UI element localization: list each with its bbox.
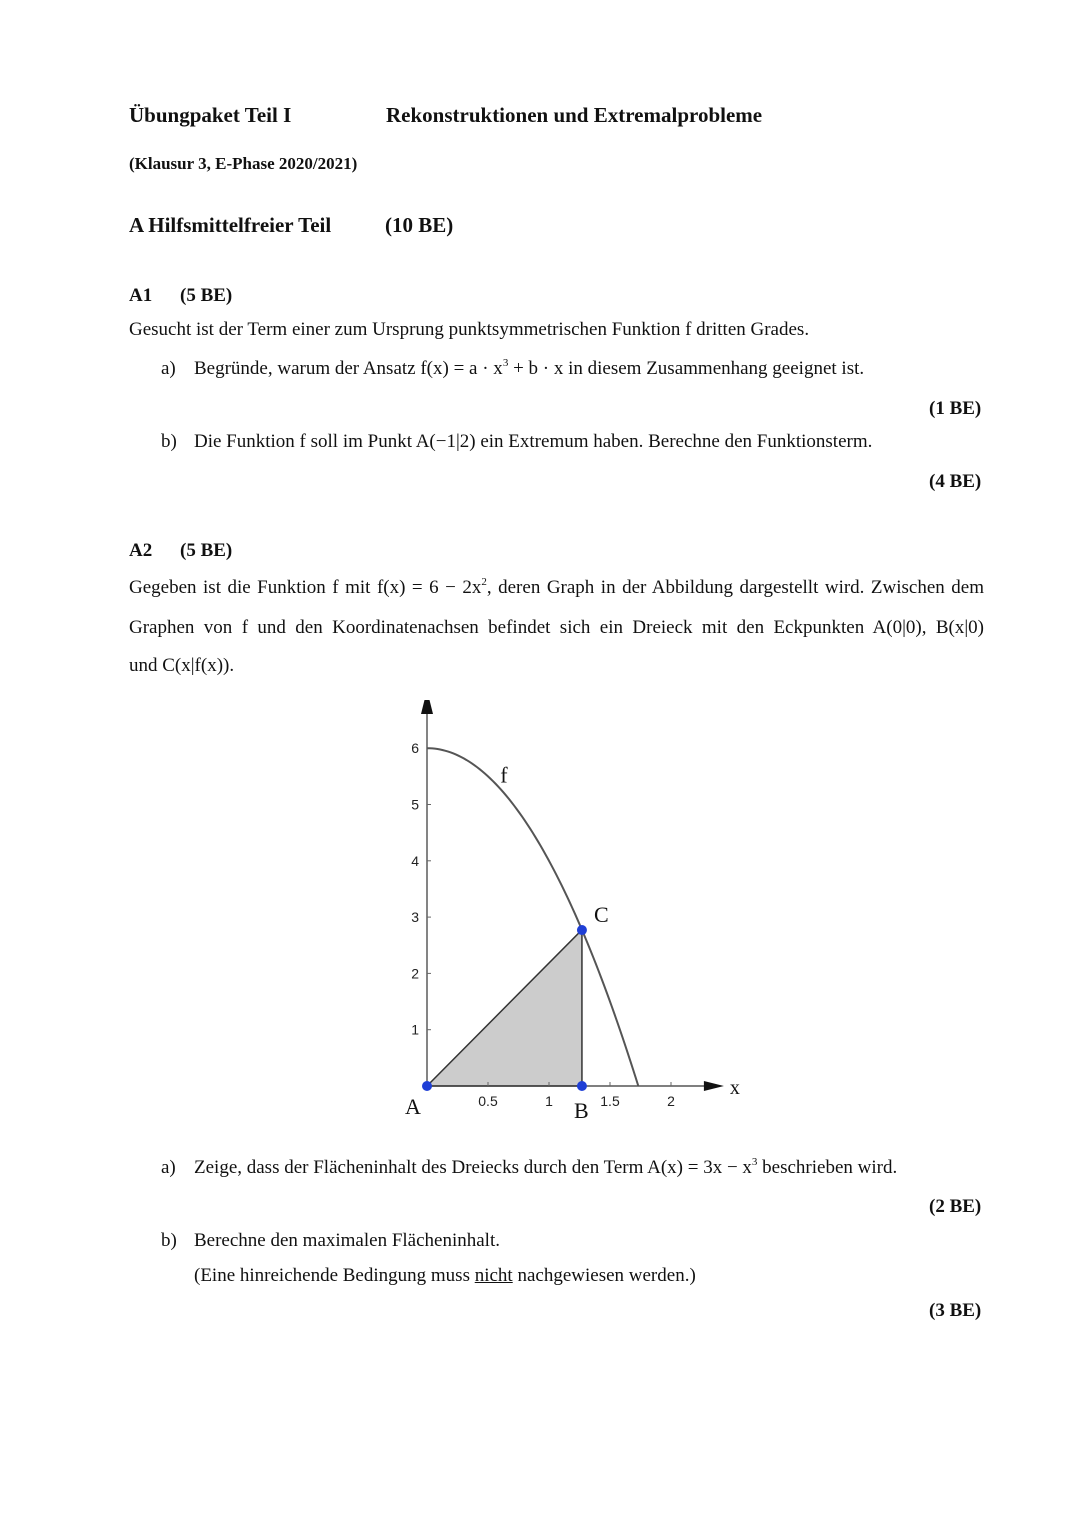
document-title: Übungpaket Teil I — [129, 103, 292, 127]
point-b — [577, 1081, 587, 1091]
task-a1b-letter: b) — [161, 431, 177, 452]
function-graph — [380, 700, 780, 1130]
shaded-triangle — [427, 930, 582, 1086]
y-tick-label: 4 — [411, 852, 419, 869]
task-a1b-points: (4 BE) — [929, 471, 982, 492]
x-tick-label: 2 — [667, 1093, 675, 1109]
point-label-c: C — [593, 901, 609, 927]
y-tick-label: 2 — [411, 965, 419, 982]
task-a2-label: A2 — [129, 540, 153, 561]
point-label-a: A — [405, 1094, 421, 1119]
point-a — [422, 1081, 432, 1091]
section-points: (10 BE) — [385, 213, 454, 237]
task-a2a-letter: a) — [161, 1157, 176, 1178]
x-axis-label: x — [729, 1077, 740, 1099]
point-label-b: B — [573, 1098, 589, 1123]
section-title: A Hilfsmittelfreier Teil — [129, 213, 332, 237]
task-a2-points: (5 BE) — [180, 540, 233, 561]
task-a1a-text: Begründe, warum der Ansatz $f(x) = a \cdot x^3 + b \cdot x$ in diesem Zusammenhang geeignet ist. — [194, 357, 865, 379]
point-c — [577, 925, 587, 935]
curve-label: f — [500, 762, 508, 788]
exam-info: (Klausur 3, E-Phase 2020/2021) — [129, 154, 358, 173]
x-axis-arrow — [704, 1081, 724, 1091]
task-a2a-text: Zeige, dass der Flächeninhalt des Dreiecks durch den Term $A(x) = 3x - x^3$ beschrieben wird. — [194, 1156, 898, 1178]
task-a2-line1: Gegeben ist die Funktion f mit $f(x) = 6 - 2x^2$, deren Graph in der Abbildung dargestellt wird. Zwischen dem — [129, 576, 984, 598]
task-a1a-points: (1 BE) — [929, 398, 982, 419]
task-a1a-letter: a) — [161, 358, 176, 379]
y-tick-label: 5 — [411, 796, 419, 813]
y-tick-label: 6 — [411, 740, 419, 757]
document-topic: Rekonstruktionen und Extremalprobleme — [386, 103, 763, 127]
task-a2-line3: und C(x|f(x)). — [129, 655, 235, 676]
x-tick-label: 0.5 — [478, 1093, 498, 1109]
x-tick-label: 1 — [545, 1093, 553, 1109]
y-tick-label: 3 — [411, 909, 419, 926]
task-a1b-text: Die Funktion f soll im Punkt A(−1|2) ein Extremum haben. Berechne den Funktionsterm. — [194, 431, 873, 452]
task-a2a-points: (2 BE) — [929, 1196, 982, 1217]
task-a2b-text: Berechne den maximalen Flächeninhalt. — [194, 1230, 500, 1251]
task-a1-intro: Gesucht ist der Term einer zum Ursprung punktsymmetrischen Funktion f dritten Grades. — [129, 319, 810, 340]
task-a2-line2: Graphen von f und den Koordinatenachsen befindet sich ein Dreieck mit den Eckpunkten A(0|0), B(x|0) — [129, 617, 984, 638]
task-a2b-letter: b) — [161, 1230, 177, 1251]
task-a1-label: A1 — [129, 285, 153, 306]
task-a2b-note: (Eine hinreichende Bedingung muss nicht nachgewiesen werden.) — [194, 1265, 696, 1286]
x-tick-label: 1.5 — [600, 1093, 620, 1109]
y-axis-arrow — [421, 700, 433, 714]
task-a1-points: (5 BE) — [180, 285, 233, 306]
y-tick-label: 1 — [411, 1021, 419, 1038]
task-a2b-points: (3 BE) — [929, 1300, 982, 1321]
